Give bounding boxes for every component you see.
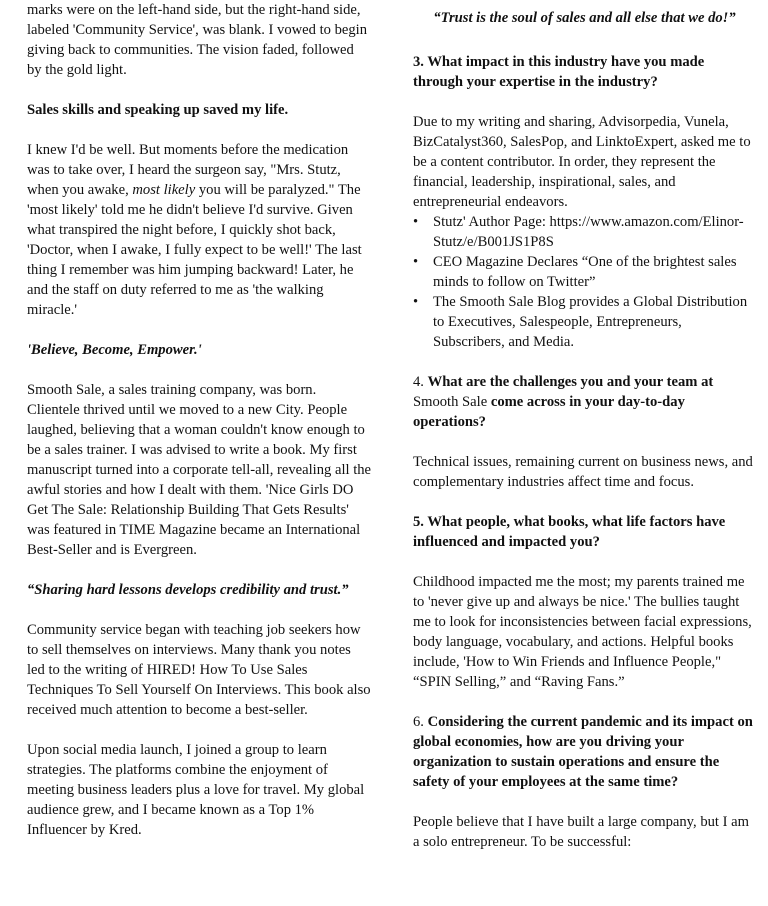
list-item: • Stutz' Author Page: https://www.amazon.com/Elinor-Stutz/e/B001JS1P8S bbox=[413, 212, 756, 252]
text-run: Smooth Sale bbox=[413, 394, 491, 410]
paragraph: Due to my writing and sharing, Advisorpedia, Vunela, BizCatalyst360, SalesPop, and LinktoExpert, asked me to be a content contributor. In order, they represent the financial, leadership, inspirational, sales, and entrepreneurial endeavors. bbox=[413, 114, 751, 210]
paragraph: Childhood impacted me the most; my parents trained me to 'never give up and always be nice.' The bullies taught me to look for inconsistencies between facial expressions, body language, vocabulary, and actions. Helpful books include, 'How to Win Friends and Influence People," “SPIN Selling,” and “Raving Fans.” bbox=[413, 574, 752, 690]
section-heading: Sales skills and speaking up saved my life. bbox=[27, 102, 289, 118]
question-heading: 3. What impact in this industry have you made through your expertise in the industry? bbox=[413, 54, 705, 90]
list-item: • The Smooth Sale Blog provides a Global Distribution to Executives, Salespeople, Entrepreneurs, Subscribers, and Media. bbox=[413, 292, 756, 352]
question-heading: 5. What people, what books, what life factors have influenced and impacted you? bbox=[413, 514, 726, 550]
paragraph: Upon social media launch, I joined a group to learn strategies. The platforms combine the enjoyment of meeting business leaders plus a love for travel. My global audience grew, and I became known as a Top 1% Influencer by Kred. bbox=[27, 742, 365, 838]
paragraph: marks were on the left-hand side, but the right-hand side, labeled 'Community Service', was blank. I vowed to begin giving back to communities. The vision faded, followed by the gold light. bbox=[27, 2, 368, 78]
paragraph: Smooth Sale, a sales training company, was born. Clientele thrived until we moved to a new City. People laughed, believing that a woman couldn't know enough to be a sales trainer. I was advised to write a book. My first manuscript turned into a corporate tell-all, revealing all the awful stories and how I dealt with them. 'Nice Girls DO Get The Sale: Relationship Building That Gets Results' was featured in TIME Magazine became an International Best-Seller and is Evergreen. bbox=[27, 382, 372, 558]
text-run: you will be paralyzed." The 'most likely' told me he didn't believe I'd survive. Given what transpired the night before, I quickly shot back, 'Doctor, when I awake, I fully expect to be well!' The last thing I remember was him jumping backward! Later, he and the staff on duty referred to me as 'the walking miracle.' bbox=[27, 182, 362, 318]
text-run: Considering the current pandemic and its impact on global economies, how are you driving your organization to sustain operations and ensure the safety of your employees at the same time? bbox=[413, 714, 753, 790]
pull-quote: “Trust is the soul of sales and all else that we do!” bbox=[433, 10, 736, 26]
question-heading bbox=[413, 712, 756, 792]
question-number: 4. bbox=[413, 374, 428, 390]
list-item: • CEO Magazine Declares “One of the brightest sales minds to follow on Twitter” bbox=[413, 252, 756, 292]
emphasis-text: most likely bbox=[132, 182, 196, 198]
question-number: 6. bbox=[413, 714, 428, 730]
paragraph: People believe that I have built a large company, but I am a solo entrepreneur. To be successful: bbox=[413, 814, 749, 850]
text-run: come across in your day-to-day operations? bbox=[413, 394, 685, 430]
text-run: I knew I'd be well. But moments before the medication was to take over, I heard the surgeon say, "Mrs. Stutz, when you awake, bbox=[27, 142, 349, 198]
paragraph: Community service began with teaching job seekers how to sell themselves on interviews. Many thank you notes led to the writing of HIRED! How To Use Sales Techniques To Sell Yourself On Interviews. This book also received much attention to become a best-seller. bbox=[27, 622, 371, 718]
right-column bbox=[413, 0, 756, 852]
paragraph bbox=[27, 140, 372, 320]
paragraph: Technical issues, remaining current on business news, and complementary industries affect time and focus. bbox=[413, 454, 753, 490]
left-column bbox=[27, 0, 372, 840]
section-heading: 'Believe, Become, Empower.' bbox=[27, 342, 202, 358]
question-heading bbox=[413, 372, 756, 432]
section-heading: “Sharing hard lessons develops credibility and trust.” bbox=[27, 582, 349, 598]
bullet-list bbox=[413, 212, 756, 352]
text-run: What are the challenges you and your team at bbox=[427, 374, 714, 390]
